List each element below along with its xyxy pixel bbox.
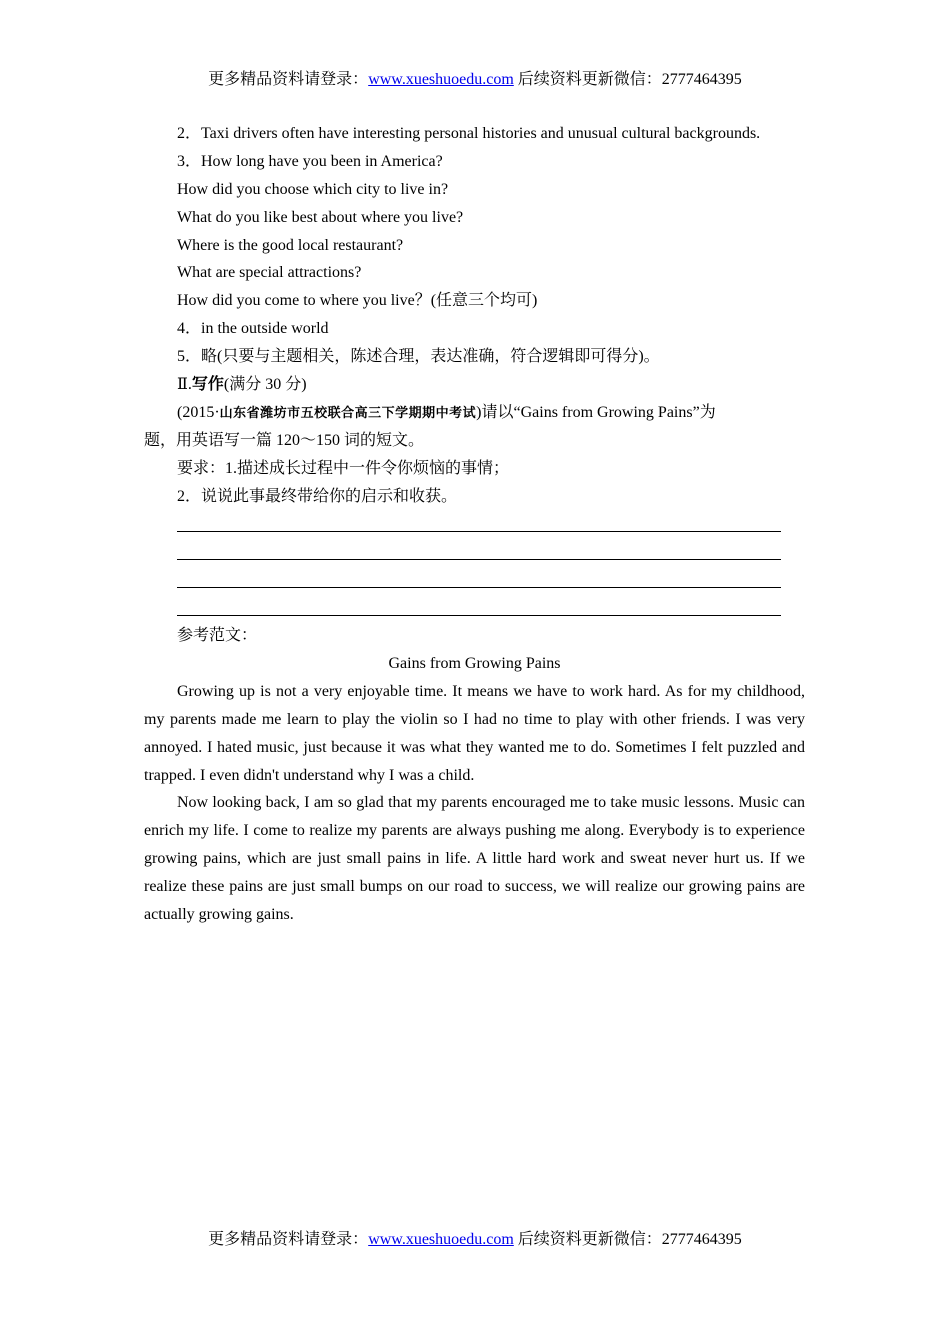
source-name: 山东省潍坊市五校联合高三下学期期中考试 (219, 405, 477, 421)
requirement-1: 要求：1.描述成长过程中一件令你烦恼的事情； (177, 459, 510, 477)
header-suffix: 后续资料更新微信：2777464395 (513, 71, 742, 88)
answer-3-q5: What are special attractions? (177, 264, 362, 282)
answer-4: 4．in the outside world (177, 320, 329, 338)
heading-score: (满分 30 分) (223, 376, 307, 394)
writing-prompt (144, 399, 805, 427)
header-prefix: 更多精品资料请登录： (208, 71, 369, 88)
answer-5: 5．略(只要与主题相关，陈述合理，表达准确，符合逻辑即可得分)。 (177, 348, 660, 366)
footer-prefix: 更多精品资料请登录： (208, 1231, 369, 1248)
footer-suffix: 后续资料更新微信：2777464395 (513, 1231, 742, 1248)
answer-blank-line[interactable] (144, 594, 805, 622)
requirement-2: 2．说说此事最终带给你的启示和收获。 (177, 487, 458, 505)
sample-title: Gains from Growing Pains (388, 654, 561, 672)
sample-label: 参考范文： (177, 627, 258, 645)
sample-paragraph-2: Now looking back, I am so glad that my parents encouraged me to take music lessons. Music can enrich my life. I come to realize my parents are always pushing me along. Everybody is to experience growing pains, which are just small pains in life. A little hard work and sweat never hurt us. If we realize these pains are just small bumps on our road to success, we will realize our growing pains are actually growing gains. (144, 794, 805, 924)
answer-3-q6: How did you come to where you live？(任意三个均可) (177, 292, 538, 310)
source-open: (2015· (177, 403, 220, 421)
answer-blank-line[interactable] (144, 538, 805, 566)
prompt-text: )请以“Gains from Growing Pains”为 (476, 403, 716, 421)
page-header (0, 66, 950, 89)
answer-blank-line[interactable] (144, 510, 805, 538)
answer-3: 3．How long have you been in America? (177, 152, 443, 170)
answer-3-q4: Where is the good local restaurant? (177, 236, 404, 254)
footer-link[interactable]: www.xueshuoedu.com (368, 1231, 514, 1248)
writing-heading (144, 371, 805, 399)
heading-title: 写作 (191, 376, 224, 394)
answer-3-q2: How did you choose which city to live in? (177, 180, 449, 198)
page-footer (0, 1226, 950, 1249)
answer-blank-line[interactable] (144, 566, 805, 594)
heading-number: Ⅱ. (177, 376, 192, 394)
answer-3-q3: What do you like best about where you live? (177, 208, 464, 226)
answer-2: 2．Taxi drivers often have interesting personal histories and unusual cultural backgrounds. (177, 125, 761, 142)
header-link[interactable]: www.xueshuoedu.com (368, 71, 514, 88)
document-body (144, 120, 805, 929)
prompt-line-2: 题，用英语写一篇 120～150 词的短文。 (144, 431, 425, 449)
sample-paragraph-1: Growing up is not a very enjoyable time. It means we have to work hard. As for my childhood, my parents made me learn to play the violin so I had no time to play with other friends. I was very annoyed. I hated music, just because it was what they wanted me to do. Sometimes I felt puzzled and trapped. I even didn't understand why I was a child. (144, 682, 805, 784)
